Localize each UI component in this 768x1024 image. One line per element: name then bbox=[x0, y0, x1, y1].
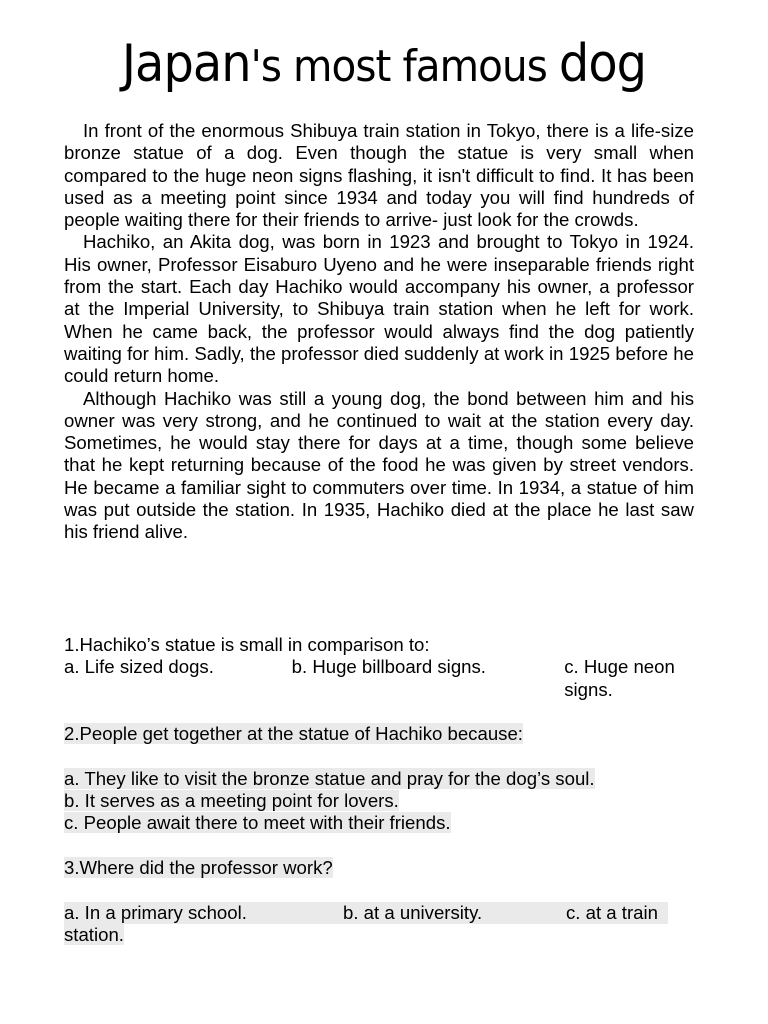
title-part-dog: dog bbox=[558, 34, 647, 94]
question-2-option-b: b. It serves as a meeting point for lovers. bbox=[64, 790, 399, 812]
question-3-option-a: a. In a primary school. bbox=[64, 901, 247, 923]
questions-section bbox=[64, 634, 694, 946]
question-2: 2.People get together at the statue of Hachiko because: bbox=[64, 723, 523, 745]
question-1-options bbox=[64, 656, 694, 701]
question-1-option-b: b. Huge billboard signs. bbox=[291, 656, 486, 678]
question-3-option-c: c. at a train bbox=[566, 901, 658, 923]
paragraph-2: Hachiko, an Akita dog, was born in 1923 and brought to Tokyo in 1924. His owner, Professor Eisaburo Uyeno and he were inseparable friends right from the start. Each day Hachiko would accompany his owner, a professor at the Imperial University, to Shibuya train station when he left for work. When he came back, the professor would always find the dog patiently waiting for him. Sadly, the professor died suddenly at work in 1925 before he could return home. bbox=[64, 231, 694, 387]
question-1: 1.Hachiko’s statue is small in comparison to: bbox=[64, 634, 430, 655]
question-1-option-a: a. Life sized dogs. bbox=[64, 656, 214, 678]
question-3: 3.Where did the professor work? bbox=[64, 856, 333, 878]
reading-passage bbox=[64, 120, 694, 544]
question-3-option-b: b. at a university. bbox=[343, 901, 483, 923]
question-1-option-c: c. Huge neon signs. bbox=[564, 656, 675, 700]
title-part-middle: 's most famous bbox=[250, 41, 559, 92]
page-title bbox=[31, 36, 738, 95]
question-2-option-a: a. They like to visit the bronze statue and pray for the dog’s soul. bbox=[64, 767, 595, 789]
question-3-option-c-cont: station. bbox=[64, 923, 124, 945]
question-3-options bbox=[64, 902, 668, 924]
paragraph-3: Although Hachiko was still a young dog, the bond between him and his owner was very strong, and he continued to wait at the station every day. Sometimes, he would stay there for days at a time, though some believe that he kept returning because of the food he was given by street vendors. He became a familiar sight to commuters over time. In 1934, a statue of him was put outside the station. In 1935, Hachiko died at the place he last saw his friend alive. bbox=[64, 387, 694, 543]
question-2-option-c: c. People await there to meet with their friends. bbox=[64, 812, 451, 834]
paragraph-1: In front of the enormous Shibuya train station in Tokyo, there is a life-size bronze statue of a dog. Even though the statue is very small when compared to the huge neon signs flashing, it isn't difficult to find. It has been used as a meeting point since 1934 and today you will find hundreds of people waiting there for their friends to arrive- just look for the crowds. bbox=[64, 120, 694, 231]
title-part-japan: Japan bbox=[121, 34, 251, 94]
